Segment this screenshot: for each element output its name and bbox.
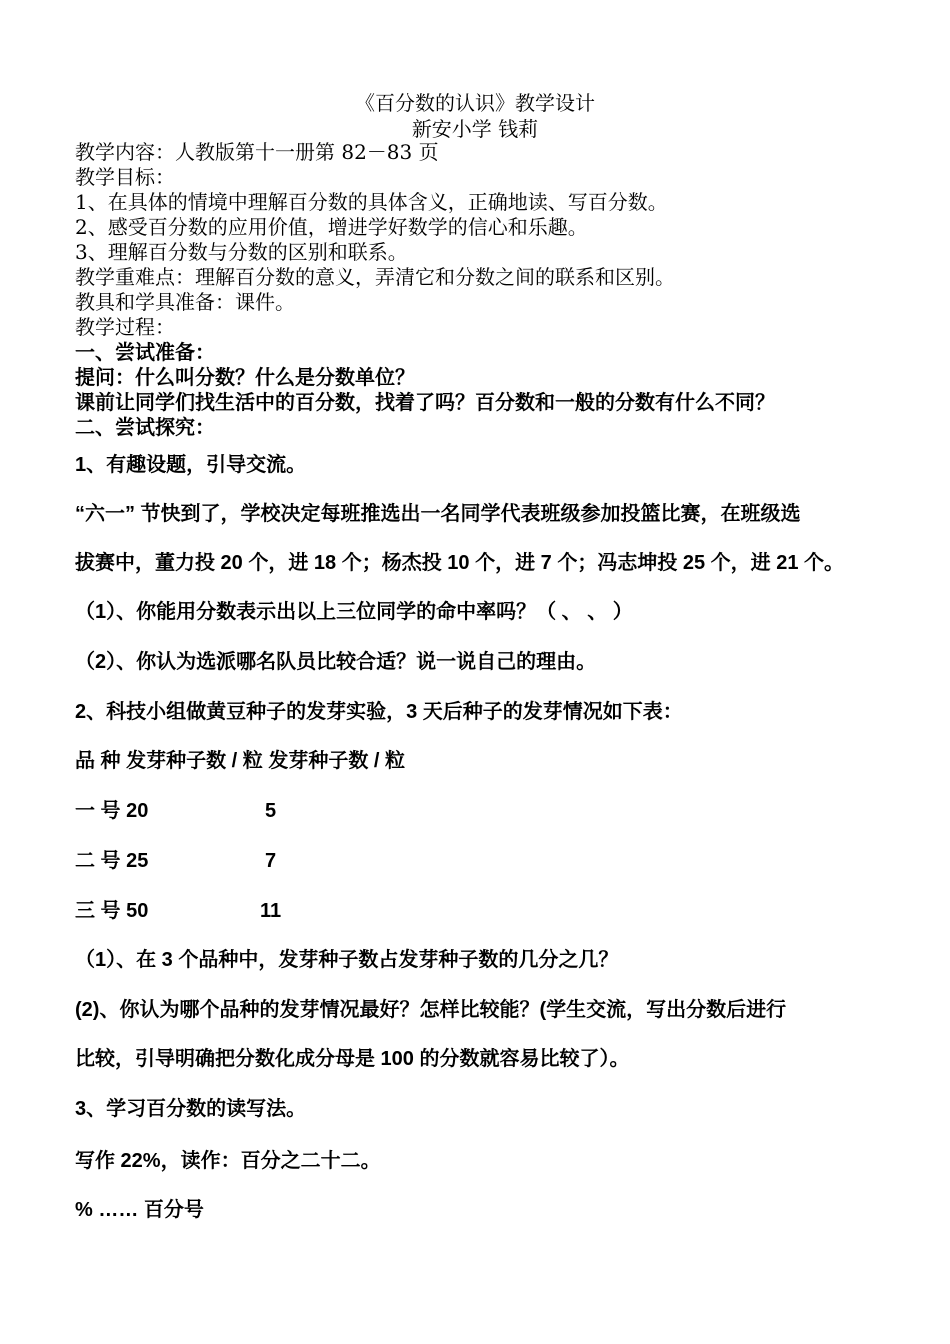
seed-table-cell-variety: 二 号 25 [75,850,149,872]
step3-example: 写作 22%，读作：百分之二十二。 [75,1150,381,1172]
step1-question1: （1）、你能用分数表示出以上三位同学的命中率吗？（ 、 、 ） [75,601,633,623]
step2-question2-line2: 比较，引导明确把分数化成分母是 100 的分数就容易比较了）。 [75,1048,630,1070]
teaching-materials: 教具和学具准备：课件。 [75,290,295,314]
section2-heading: 二、尝试探究： [75,417,215,439]
section1-question: 提问：什么叫分数？什么是分数单位？ [75,367,415,389]
teaching-content: 教学内容：人教版第十一册第 82－83 页 [75,140,439,164]
seed-table-cell-count: 11 [260,900,282,922]
section1-prompt: 课前让同学们找生活中的百分数，找着了吗？百分数和一般的分数有什么不同？ [75,392,775,414]
step1-paragraph-line2: 拔赛中，董力投 20 个，进 18 个；杨杰投 10 个，进 7 个；冯志坤投 25 个，进 21 个。 [75,552,845,574]
seed-table-cell-count: 7 [265,850,277,872]
seed-table-header: 品 种 发芽种子数 / 粒 发芽种子数 / 粒 [75,750,406,772]
step1-question2: （2）、你认为选派哪名队员比较合适？说一说自己的理由。 [75,651,597,673]
goal-item-1: 1、在具体的情境中理解百分数的具体含义，正确地读、写百分数。 [75,190,668,214]
step3-heading: 3、学习百分数的读写法。 [75,1098,307,1120]
goal-item-2: 2、感受百分数的应用价值，增进学好数学的信心和乐趣。 [75,215,588,239]
step1-paragraph-line1: “六一” 节快到了，学校决定每班推选出一名同学代表班级参加投篮比赛，在班级选 [75,503,801,525]
teaching-process-heading: 教学过程： [75,315,175,339]
seed-table-cell-variety: 三 号 50 [75,900,149,922]
step1-heading: 1、有趣设题，引导交流。 [75,454,307,476]
goal-item-3: 3、理解百分数与分数的区别和联系。 [75,240,408,264]
seed-table-cell-count: 5 [265,800,277,822]
seed-table-cell-variety: 一 号 20 [75,800,149,822]
document-title: 《百分数的认识》教学设计 [355,91,595,115]
step2-question1: （1）、在 3 个品种中，发芽种子数占发芽种子数的几分之几？ [75,949,619,971]
step2-heading: 2、科技小组做黄豆种子的发芽实验，3 天后种子的发芽情况如下表： [75,701,683,723]
teaching-goals-heading: 教学目标： [75,165,175,189]
step2-question2-line1: (2)、你认为哪个品种的发芽情况最好？怎样比较能？(学生交流，写出分数后进行 [75,999,787,1021]
key-difficulties: 教学重难点：理解百分数的意义，弄清它和分数之间的联系和区别。 [75,265,675,289]
section1-heading: 一、尝试准备： [75,342,215,364]
document-author: 新安小学 钱莉 [411,117,539,141]
percent-sign-note: % …… 百分号 [75,1199,204,1221]
